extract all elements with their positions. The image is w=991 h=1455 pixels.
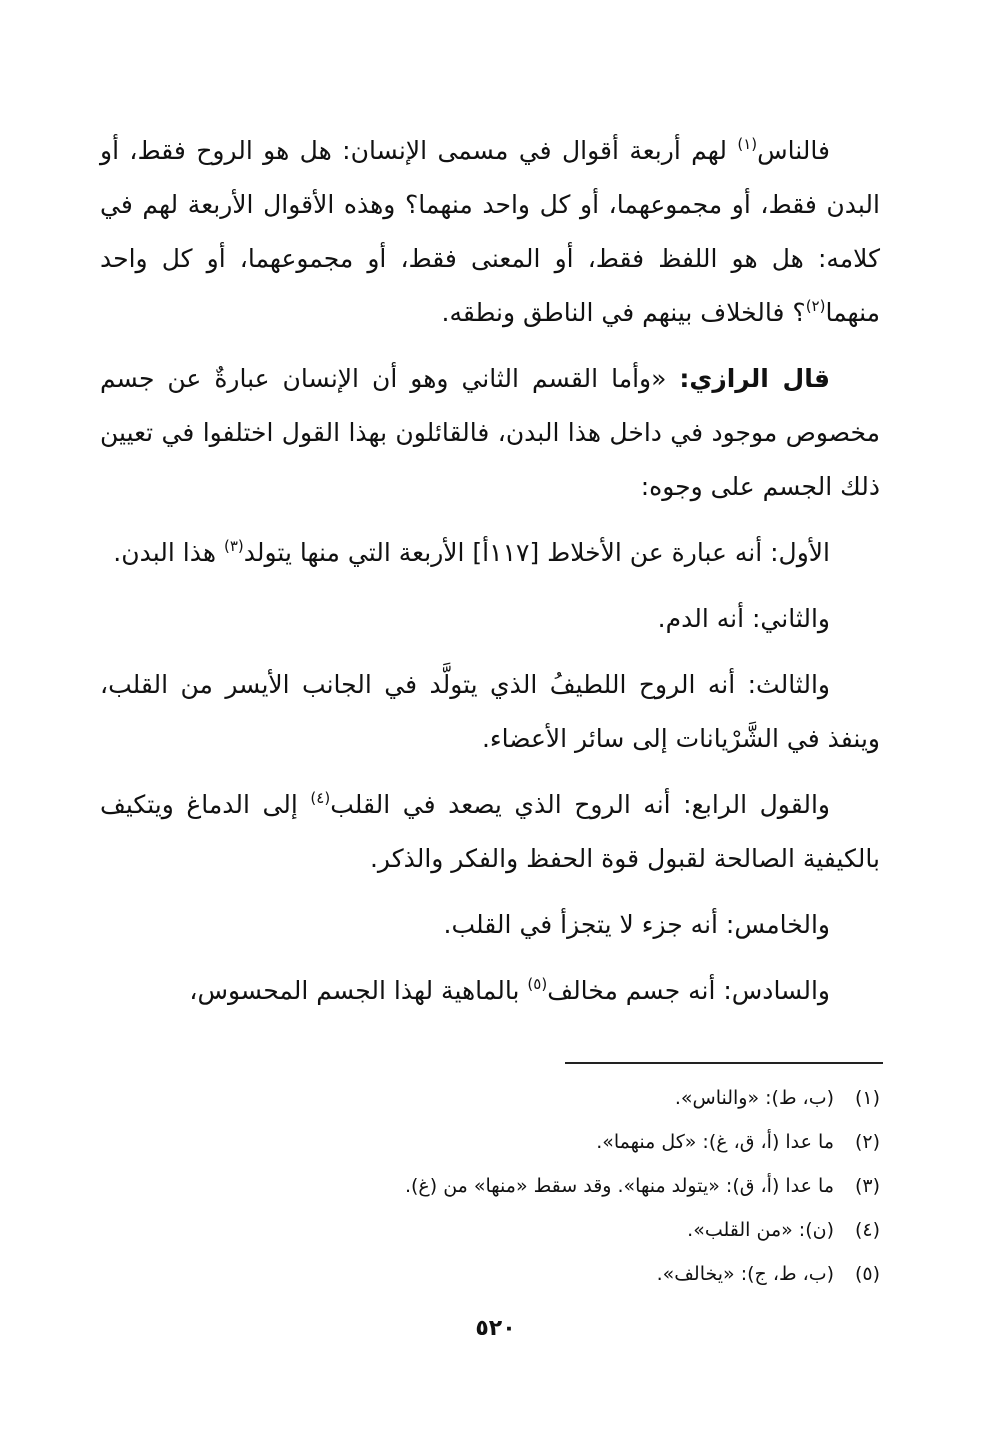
footnote-text: (ب، ط، ج): «يخالف». [656,1263,834,1285]
footnote-item [100,1208,880,1252]
footnote-ref-1: (١) [737,135,758,153]
paragraph-7 [100,898,880,952]
paragraph-5 [100,658,880,766]
footnote-number: (٢) [854,1131,880,1153]
speaker-label: قال الرازي: [679,364,830,393]
paragraph-4 [100,592,880,646]
paragraph-3-part-b: هذا البدن. [113,538,224,567]
paragraph-2-text: «وأما القسم الثاني وهو أن الإنسان عبارةٌ عن جسم مخصوص موجود في داخل هذا البدن، فالقائلون بهذا القول اختلفوا في تعيين ذلك الجسم على وجوه: [100,364,880,501]
paragraph-4-text: والثاني: أنه الدم. [657,604,830,633]
main-text [100,124,880,1030]
paragraph-5-text: والثالث: أنه الروح اللطيفُ الذي يتولَّد في الجانب الأيسر من القلب، وينفذ في الشَّرْيانات إلى سائر الأعضاء. [100,670,880,753]
paragraph-8 [100,964,880,1018]
footnote-divider [565,1062,883,1064]
paragraph-1-part-a: فالناس [757,136,830,165]
paragraph-1-part-c: ؟ فالخلاف بينهم في الناطق ونطقه. [441,298,806,327]
footnote-item [100,1076,880,1120]
paragraph-1-part-b: لهم أربعة أقوال في مسمى الإنسان: هل هو الروح فقط، أو البدن فقط، أو مجموعهما، أو كل واحد منهما؟ وهذه الأقوال الأربعة لهم في كلامه: هل هو اللفظ فقط، أو المعنى فقط، أو مجموعهما، أو كل واحد منهما [100,136,880,327]
paragraph-8-part-b: بالماهية لهذا الجسم المحسوس، [189,976,528,1005]
footnote-text: (ب، ط): «والناس». [674,1087,834,1109]
paragraph-6-part-a: والقول الرابع: أنه الروح الذي يصعد في القلب [330,790,831,819]
footnote-item [100,1164,880,1208]
footnote-item [100,1252,880,1296]
paragraph-8-part-a: والسادس: أنه جسم مخالف [547,976,830,1005]
page-number: ٥٢٠ [475,1316,516,1341]
footnote-ref-4: (٤) [310,789,331,807]
footnotes [100,1076,880,1296]
footnote-text: (ن): «من القلب». [687,1219,834,1241]
footnote-number: (١) [854,1087,880,1109]
paragraph-7-text: والخامس: أنه جزء لا يتجزأ في القلب. [443,910,830,939]
paragraph-3 [100,526,880,580]
paragraph-6-part-b: إلى الدماغ ويتكيف بالكيفية الصالحة لقبول قوة الحفظ والفكر والذكر. [100,790,880,873]
paragraph-1 [100,124,880,340]
footnote-text: ما عدا (أ، ق): «يتولد منها». وقد سقط «منها» من (غ). [404,1175,834,1197]
footnote-item [100,1120,880,1164]
paragraph-2 [100,352,880,514]
footnote-ref-5: (٥) [527,975,548,993]
paragraph-3-part-a: الأول: أنه عبارة عن الأخلاط [١١٧أ] الأربعة التي منها يتولد [243,538,830,567]
footnote-ref-3: (٣) [223,537,244,555]
paragraph-6 [100,778,880,886]
footnote-number: (٥) [854,1263,880,1285]
footnote-ref-2: (٢) [805,297,826,315]
footnote-number: (٤) [854,1219,880,1241]
footnote-text: ما عدا (أ، ق، غ): «كل منهما». [596,1131,834,1153]
footnote-number: (٣) [854,1175,880,1197]
